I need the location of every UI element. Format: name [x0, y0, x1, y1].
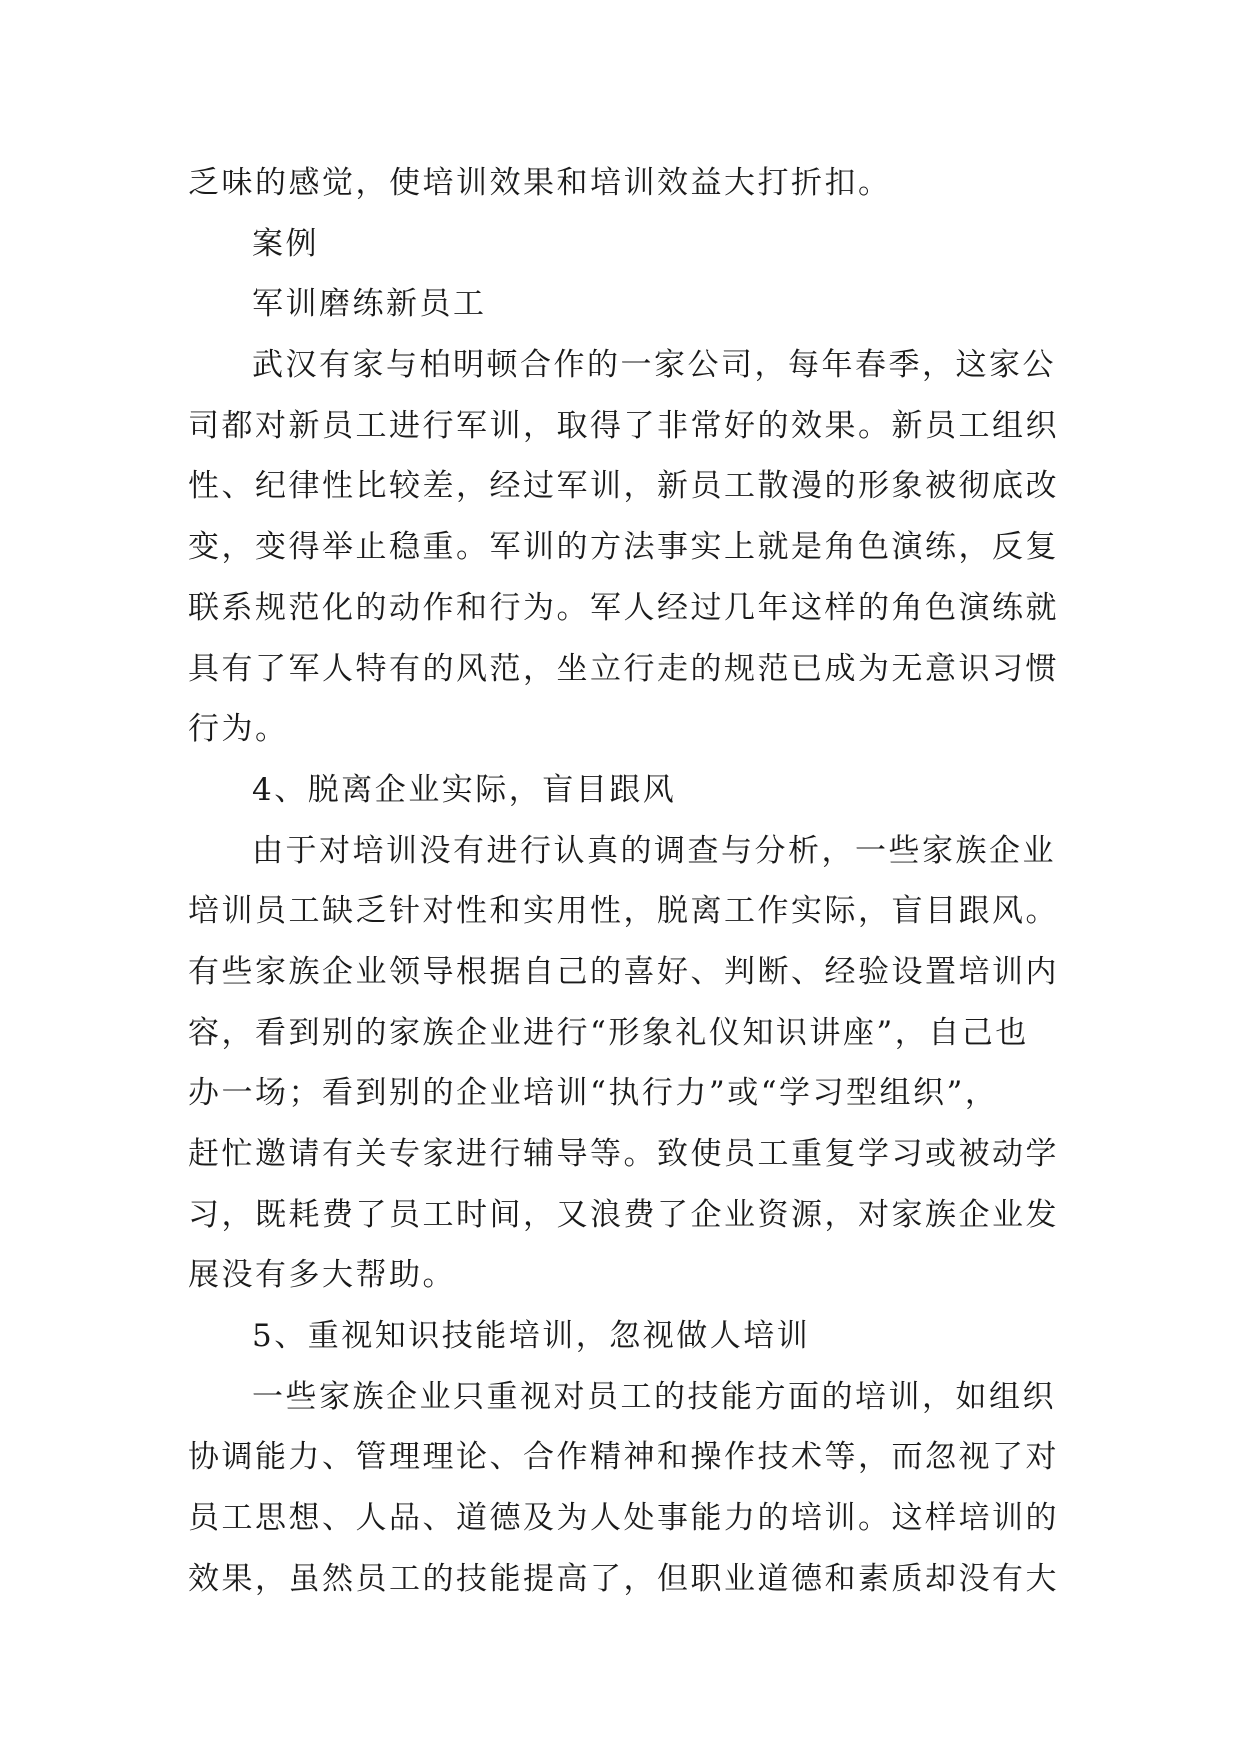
section-heading-5: 5、重视知识技能培训，忽视做人培训: [252, 1318, 811, 1355]
case-label: 案例: [252, 225, 319, 262]
paragraph-line: 习，既耗费了员工时间，又浪费了企业资源，对家族企业发: [188, 1196, 1059, 1233]
document-body: [188, 153, 1068, 1610]
paragraph-line: 有些家族企业领导根据自己的喜好、判断、经验设置培训内: [188, 953, 1059, 990]
paragraph-line: 由于对培训没有进行认真的调查与分析，一些家族企业: [252, 832, 1056, 869]
paragraph-line: 容，看到别的家族企业进行“形象礼仪知识讲座”，自己也: [188, 1014, 1029, 1051]
section-heading-4: 4、脱离企业实际，盲目跟风: [252, 771, 677, 808]
paragraph-line: 展没有多大帮助。: [188, 1257, 456, 1294]
paragraph-line: 行为。: [188, 711, 289, 748]
paragraph-line: 武汉有家与柏明顿合作的一家公司，每年春季，这家公: [252, 347, 1056, 384]
paragraph-line: 办一场；看到别的企业培训“执行力”或“学习型组织”，: [188, 1075, 999, 1112]
paragraph-line: 一些家族企业只重视对员工的技能方面的培训，如组织: [252, 1378, 1056, 1415]
paragraph-line: 协调能力、管理理论、合作精神和操作技术等，而忽视了对: [188, 1439, 1059, 1476]
paragraph-line: 赶忙邀请有关专家进行辅导等。致使员工重复学习或被动学: [188, 1136, 1059, 1172]
paragraph-line: 培训员工缺乏针对性和实用性，脱离工作实际，盲目跟风。: [188, 893, 1059, 930]
paragraph-line: 效果，虽然员工的技能提高了，但职业道德和素质却没有大: [188, 1560, 1059, 1597]
paragraph-line: 司都对新员工进行军训，取得了非常好的效果。新员工组织: [188, 407, 1059, 444]
paragraph-continuation-line: 乏味的感觉，使培训效果和培训效益大打折扣。: [188, 165, 892, 201]
paragraph-line: 性、纪律性比较差，经过军训，新员工散漫的形象被彻底改: [188, 468, 1059, 505]
paragraph-line: 具有了军人特有的风范，坐立行走的规范已成为无意识习惯: [188, 650, 1059, 687]
case-title: 军训磨练新员工: [252, 286, 487, 323]
paragraph-line: 员工思想、人品、道德及为人处事能力的培训。这样培训的: [188, 1500, 1059, 1537]
paragraph-line: 变，变得举止稳重。军训的方法事实上就是角色演练，反复: [188, 529, 1059, 566]
paragraph-line: 联系规范化的动作和行为。军人经过几年这样的角色演练就: [188, 589, 1059, 626]
